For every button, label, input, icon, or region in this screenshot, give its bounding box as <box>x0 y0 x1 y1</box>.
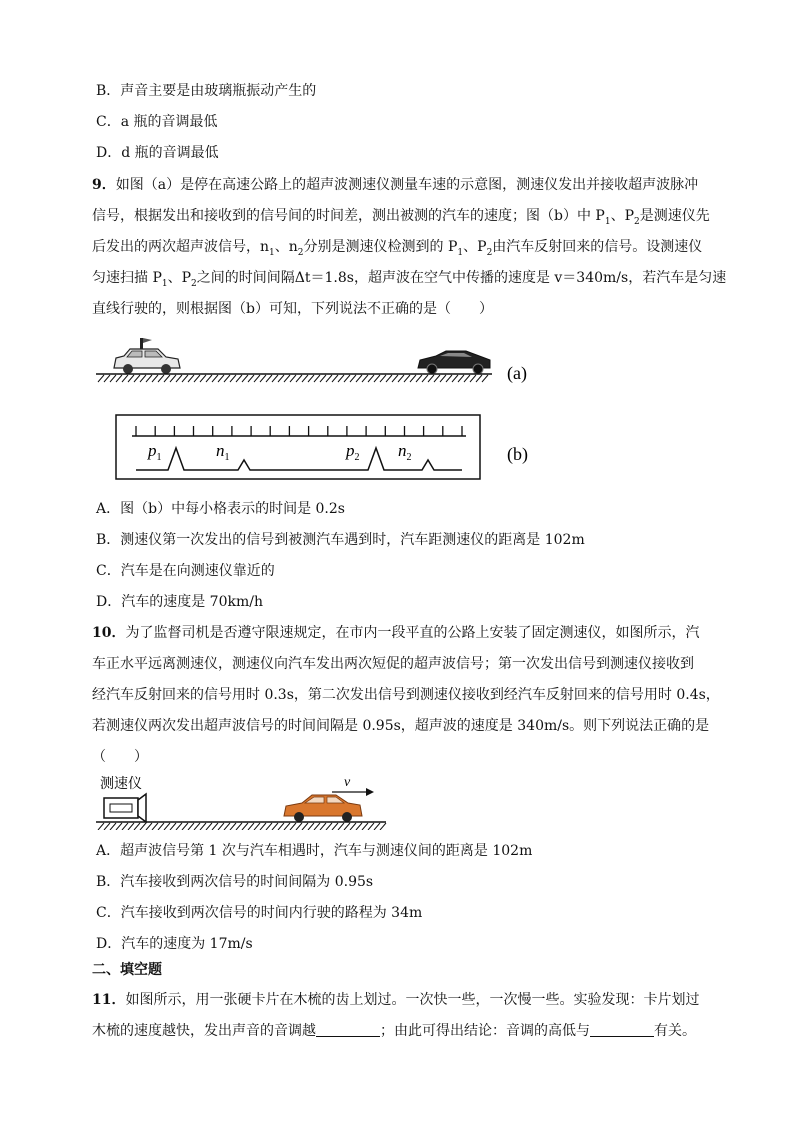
q9-line-5: 直线行驶的，则根据图（b）可知，下列说法不正确的是（ ） <box>92 301 493 317</box>
road-hatch-2 <box>98 823 386 830</box>
q8-option-d: D．d 瓶的音调最低 <box>96 145 219 161</box>
q10-number: 10． <box>92 625 126 641</box>
p1-label: $p_1$ <box>148 441 162 463</box>
q10-option-b: B．汽车接收到两次信号的时间间隔为 0.95s <box>96 874 374 890</box>
q10-line-2: 车正水平远离测速仪，测速仪向汽车发出两次短促的超声波信号；第一次发出信号到测速仪接收到 <box>92 656 694 672</box>
q10-line-5: （ ） <box>92 749 148 765</box>
n2-label: $n_2$ <box>398 441 412 463</box>
q10-line-4: 若测速仪两次发出超声波信号的时间间隔是 0.95s，超声波的速度是 340m/s。则下列说法正确的是 <box>92 718 710 734</box>
q10-line-3: 经汽车反射回来的信号用时 0.3s，第二次发出信号到测速仪接收到经汽车反射回来的信号用时 0.4s， <box>92 687 720 703</box>
speed-camera-icon <box>104 794 146 822</box>
q9-option-c: C．汽车是在向测速仪靠近的 <box>96 563 275 579</box>
q10-option-c: C．汽车接收到两次信号的时间内行驶的路程为 34m <box>96 905 423 921</box>
scale-ticks <box>136 426 462 436</box>
q10-option-d: D．汽车的速度为 17m/s <box>96 936 253 952</box>
answer-blank-2[interactable] <box>590 1022 654 1037</box>
fig-b-label: (b) <box>507 444 528 464</box>
q9-option-a: A．图（b）中每小格表示的时间是 0.2s <box>96 501 345 517</box>
p2-label: $p_2$ <box>346 441 360 463</box>
police-car-icon <box>114 338 180 374</box>
n1-label: $n_1$ <box>216 441 230 463</box>
q9-line-1: 9．如图（a）是停在高速公路上的超声波测速仪测量车速的示意图，测速仪发出并接收超声波脉冲 <box>92 177 699 193</box>
q10-option-a: A．超声波信号第 1 次与汽车相遇时，汽车与测速仪间的距离是 102m <box>96 843 533 859</box>
q9-figure-a <box>96 330 536 384</box>
q8-option-b: B．声音主要是由玻璃瓶振动产生的 <box>96 83 317 99</box>
velocity-label: v <box>344 775 351 790</box>
sports-car-icon <box>418 351 490 374</box>
q9-line-3: 后发出的两次超声波信号，$n_1$、$n_2$分别是测速仪检测到的 $P_1$、$P_2$由汽车反射回来的信号。设测速仪 <box>92 239 703 258</box>
road-hatch <box>98 375 488 382</box>
q8-option-c: C．a 瓶的音调最低 <box>96 114 218 130</box>
q9-figure-b <box>96 412 536 484</box>
q9-option-d: D．汽车的速度是 70km/h <box>96 594 263 610</box>
q10-line-1: 10．为了监督司机是否遵守限速规定，在市内一段平直的公路上安装了固定测速仪，如图所示，汽 <box>92 625 700 641</box>
answer-blank-1[interactable] <box>316 1022 380 1037</box>
q9-number: 9． <box>92 177 116 193</box>
section-title: 二、填空题 <box>92 962 162 978</box>
q9-option-b: B．测速仪第一次发出的信号到被测汽车遇到时，汽车距测速仪的距离是 102m <box>96 532 585 548</box>
velocity-arrow-icon <box>332 788 374 796</box>
q11-line-1: 11．如图所示，用一张硬卡片在木梳的齿上划过。一次快一些，一次慢一些。实验发现：卡片划过 <box>92 992 700 1008</box>
fig-a-label: (a) <box>507 363 527 383</box>
q11-number: 11． <box>92 992 126 1008</box>
q10-figure <box>96 770 396 830</box>
speedometer-label: 测速仪 <box>100 776 142 792</box>
orange-car-icon <box>284 795 362 822</box>
q9-line-2: 信号，根据发出和接收到的信号间的时间差，测出被测的汽车的速度；图（b）中 $P_1$、$P_2$是测速仪先 <box>92 208 710 227</box>
q11-line-2: 木梳的速度越快，发出声音的音调越 ；由此可得出结论：音调的高低与 有关。 <box>92 1023 696 1039</box>
q9-line-4: 匀速扫描 $P_1$、$P_2$之间的时间间隔Δt＝1.8s，超声波在空气中传播的速度是 v＝340m/s，若汽车是匀速 <box>92 270 727 289</box>
signal-trace <box>136 448 462 470</box>
